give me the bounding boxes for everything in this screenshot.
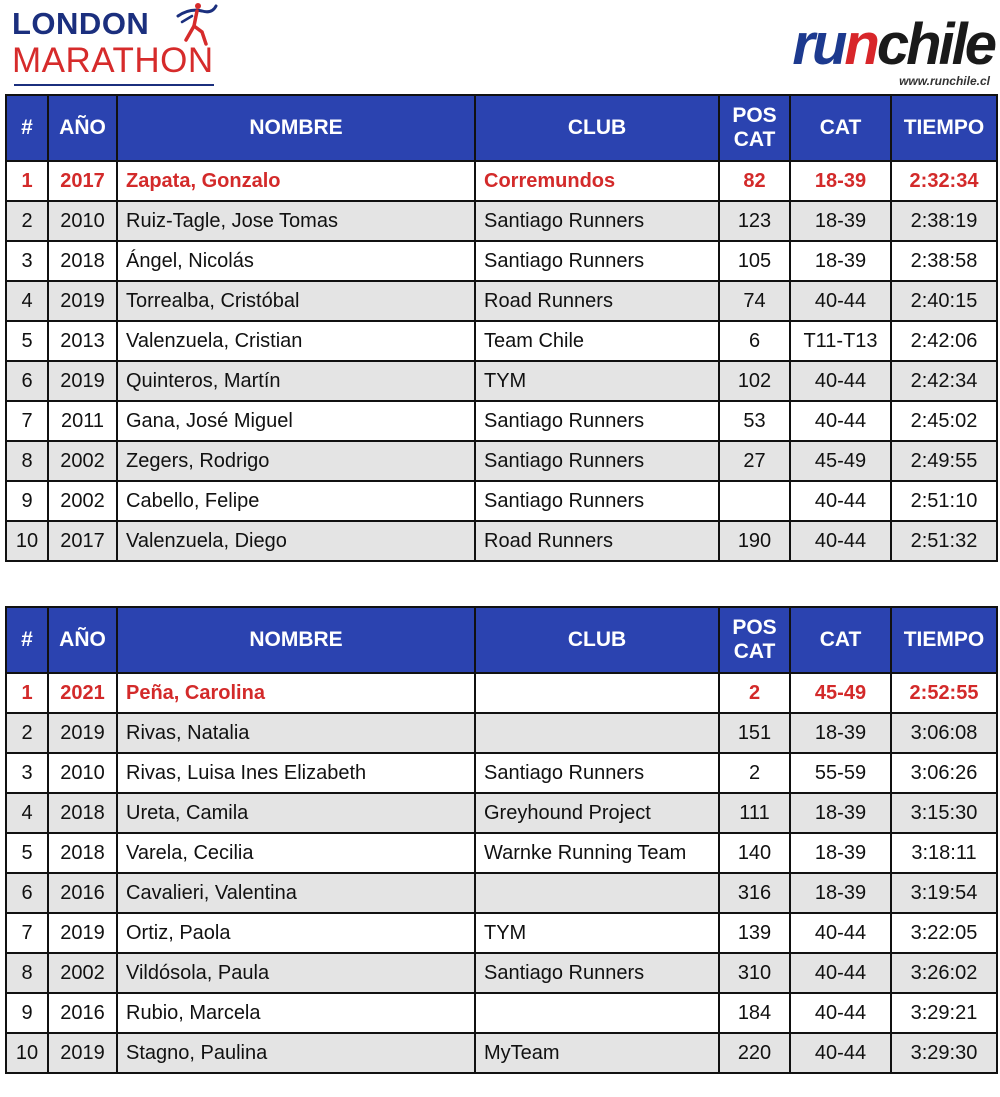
cell-time: 3:15:30 <box>891 793 997 833</box>
cell-name: Gana, José Miguel <box>117 401 475 441</box>
cell-time: 2:40:15 <box>891 281 997 321</box>
cell-club: Road Runners <box>475 521 719 561</box>
cell-pos-cat: 82 <box>719 161 790 201</box>
cell-position: 2 <box>6 201 48 241</box>
cell-category: 45-49 <box>790 441 891 481</box>
table-row <box>6 873 997 913</box>
table-row <box>6 481 997 521</box>
cell-position: 1 <box>6 161 48 201</box>
table-row <box>6 673 997 713</box>
cell-pos-cat: 105 <box>719 241 790 281</box>
cell-name: Torrealba, Cristóbal <box>117 281 475 321</box>
cell-name: Valenzuela, Cristian <box>117 321 475 361</box>
cell-year: 2018 <box>48 833 117 873</box>
col-header-name: NOMBRE <box>117 95 475 161</box>
cell-name: Ruiz-Tagle, Jose Tomas <box>117 201 475 241</box>
cell-year: 2018 <box>48 793 117 833</box>
cell-club <box>475 673 719 713</box>
cell-time: 2:38:58 <box>891 241 997 281</box>
table-row <box>6 953 997 993</box>
cell-position: 8 <box>6 953 48 993</box>
cell-category: 40-44 <box>790 281 891 321</box>
cell-time: 2:32:34 <box>891 161 997 201</box>
cell-category: 18-39 <box>790 241 891 281</box>
cell-pos-cat: 151 <box>719 713 790 753</box>
cell-club: Corremundos <box>475 161 719 201</box>
cell-pos-cat: 310 <box>719 953 790 993</box>
cell-name: Vildósola, Paula <box>117 953 475 993</box>
cell-name: Zegers, Rodrigo <box>117 441 475 481</box>
cell-position: 10 <box>6 521 48 561</box>
cell-year: 2013 <box>48 321 117 361</box>
table-row <box>6 1033 997 1073</box>
cell-name: Stagno, Paulina <box>117 1033 475 1073</box>
table-row <box>6 441 997 481</box>
cell-pos-cat: 6 <box>719 321 790 361</box>
cell-pos-cat: 123 <box>719 201 790 241</box>
cell-position: 10 <box>6 1033 48 1073</box>
table-row <box>6 521 997 561</box>
cell-time: 3:22:05 <box>891 913 997 953</box>
cell-pos-cat: 184 <box>719 993 790 1033</box>
cell-name: Cabello, Felipe <box>117 481 475 521</box>
col-header-club: CLUB <box>475 95 719 161</box>
cell-time: 3:29:30 <box>891 1033 997 1073</box>
cell-club: Santiago Runners <box>475 201 719 241</box>
cell-pos-cat: 27 <box>719 441 790 481</box>
cell-time: 2:51:32 <box>891 521 997 561</box>
cell-category: 40-44 <box>790 481 891 521</box>
cell-position: 4 <box>6 793 48 833</box>
cell-name: Ángel, Nicolás <box>117 241 475 281</box>
cell-club: Santiago Runners <box>475 441 719 481</box>
table-row <box>6 241 997 281</box>
table-row <box>6 401 997 441</box>
cell-time: 2:49:55 <box>891 441 997 481</box>
cell-pos-cat: 2 <box>719 673 790 713</box>
cell-category: 40-44 <box>790 953 891 993</box>
cell-club: MyTeam <box>475 1033 719 1073</box>
col-header-pos-cat: POS CAT <box>719 95 790 161</box>
results-table-women <box>5 606 998 1074</box>
wordmark-part-n: n <box>844 12 877 77</box>
cell-pos-cat: 139 <box>719 913 790 953</box>
page-header <box>0 0 1000 94</box>
table-row <box>6 993 997 1033</box>
cell-year: 2019 <box>48 281 117 321</box>
cell-position: 5 <box>6 321 48 361</box>
table-row <box>6 713 997 753</box>
cell-year: 2010 <box>48 753 117 793</box>
table-row <box>6 753 997 793</box>
cell-name: Varela, Cecilia <box>117 833 475 873</box>
cell-name: Ortiz, Paola <box>117 913 475 953</box>
cell-year: 2011 <box>48 401 117 441</box>
wordmark-part-chile: chile <box>876 12 994 77</box>
cell-year: 2017 <box>48 161 117 201</box>
cell-position: 3 <box>6 241 48 281</box>
cell-year: 2021 <box>48 673 117 713</box>
cell-year: 2019 <box>48 913 117 953</box>
cell-name: Rivas, Luisa Ines Elizabeth <box>117 753 475 793</box>
cell-name: Ureta, Camila <box>117 793 475 833</box>
cell-pos-cat <box>719 481 790 521</box>
cell-position: 9 <box>6 993 48 1033</box>
col-header-club: CLUB <box>475 607 719 673</box>
cell-name: Quinteros, Martín <box>117 361 475 401</box>
logo-line-marathon: MARATHON <box>12 41 214 80</box>
cell-category: 18-39 <box>790 793 891 833</box>
cell-club: Warnke Running Team <box>475 833 719 873</box>
cell-position: 5 <box>6 833 48 873</box>
cell-year: 2010 <box>48 201 117 241</box>
results-table-men <box>5 94 998 562</box>
cell-time: 2:42:34 <box>891 361 997 401</box>
table-row <box>6 161 997 201</box>
cell-club: Santiago Runners <box>475 753 719 793</box>
cell-position: 7 <box>6 401 48 441</box>
cell-category: 18-39 <box>790 201 891 241</box>
cell-year: 2002 <box>48 481 117 521</box>
cell-position: 2 <box>6 713 48 753</box>
col-header-name: NOMBRE <box>117 607 475 673</box>
runchile-logo <box>748 14 994 92</box>
cell-name: Zapata, Gonzalo <box>117 161 475 201</box>
cell-club: Team Chile <box>475 321 719 361</box>
cell-club: TYM <box>475 913 719 953</box>
cell-category: 55-59 <box>790 753 891 793</box>
cell-pos-cat: 74 <box>719 281 790 321</box>
cell-position: 9 <box>6 481 48 521</box>
logo-underline <box>14 84 214 86</box>
table-row <box>6 201 997 241</box>
cell-time: 3:06:08 <box>891 713 997 753</box>
col-header-time: TIEMPO <box>891 95 997 161</box>
cell-position: 4 <box>6 281 48 321</box>
cell-year: 2019 <box>48 361 117 401</box>
cell-time: 3:19:54 <box>891 873 997 913</box>
cell-club: Santiago Runners <box>475 481 719 521</box>
cell-time: 3:29:21 <box>891 993 997 1033</box>
wordmark-part-ru: ru <box>792 12 845 77</box>
cell-pos-cat: 2 <box>719 753 790 793</box>
cell-position: 8 <box>6 441 48 481</box>
cell-position: 3 <box>6 753 48 793</box>
col-header-position: # <box>6 607 48 673</box>
cell-year: 2016 <box>48 993 117 1033</box>
cell-time: 3:26:02 <box>891 953 997 993</box>
cell-category: 18-39 <box>790 833 891 873</box>
cell-time: 2:42:06 <box>891 321 997 361</box>
cell-position: 6 <box>6 873 48 913</box>
cell-category: 40-44 <box>790 913 891 953</box>
cell-time: 2:38:19 <box>891 201 997 241</box>
cell-club <box>475 873 719 913</box>
cell-category: 40-44 <box>790 993 891 1033</box>
cell-category: 18-39 <box>790 873 891 913</box>
cell-year: 2019 <box>48 1033 117 1073</box>
cell-club: Road Runners <box>475 281 719 321</box>
cell-club: Santiago Runners <box>475 241 719 281</box>
cell-club <box>475 713 719 753</box>
runchile-url: www.runchile.cl <box>899 74 990 88</box>
cell-category: 40-44 <box>790 521 891 561</box>
cell-time: 3:18:11 <box>891 833 997 873</box>
cell-year: 2016 <box>48 873 117 913</box>
table-header-row <box>6 95 997 161</box>
cell-club: Greyhound Project <box>475 793 719 833</box>
cell-name: Peña, Carolina <box>117 673 475 713</box>
cell-category: 40-44 <box>790 401 891 441</box>
col-header-year: AÑO <box>48 95 117 161</box>
cell-club <box>475 993 719 1033</box>
table-row <box>6 833 997 873</box>
cell-pos-cat: 140 <box>719 833 790 873</box>
logo-line-london: LONDON <box>12 6 150 41</box>
cell-pos-cat: 190 <box>719 521 790 561</box>
table-row <box>6 793 997 833</box>
cell-category: 40-44 <box>790 361 891 401</box>
cell-year: 2019 <box>48 713 117 753</box>
col-header-time: TIEMPO <box>891 607 997 673</box>
cell-name: Rubio, Marcela <box>117 993 475 1033</box>
runchile-wordmark <box>792 14 994 76</box>
cell-pos-cat: 220 <box>719 1033 790 1073</box>
cell-year: 2002 <box>48 953 117 993</box>
cell-year: 2002 <box>48 441 117 481</box>
cell-time: 2:45:02 <box>891 401 997 441</box>
col-header-category: CAT <box>790 607 891 673</box>
cell-year: 2017 <box>48 521 117 561</box>
cell-category: 18-39 <box>790 713 891 753</box>
cell-club: Santiago Runners <box>475 953 719 993</box>
cell-position: 6 <box>6 361 48 401</box>
cell-position: 7 <box>6 913 48 953</box>
cell-club: Santiago Runners <box>475 401 719 441</box>
table-row <box>6 913 997 953</box>
cell-pos-cat: 53 <box>719 401 790 441</box>
table-header-row <box>6 607 997 673</box>
table-row <box>6 281 997 321</box>
cell-name: Cavalieri, Valentina <box>117 873 475 913</box>
cell-pos-cat: 111 <box>719 793 790 833</box>
cell-club: TYM <box>475 361 719 401</box>
cell-category: 40-44 <box>790 1033 891 1073</box>
table-row <box>6 361 997 401</box>
cell-category: 45-49 <box>790 673 891 713</box>
cell-name: Rivas, Natalia <box>117 713 475 753</box>
cell-position: 1 <box>6 673 48 713</box>
table-row <box>6 321 997 361</box>
cell-time: 3:06:26 <box>891 753 997 793</box>
runner-figure-icon <box>172 2 218 46</box>
col-header-position: # <box>6 95 48 161</box>
col-header-category: CAT <box>790 95 891 161</box>
cell-year: 2018 <box>48 241 117 281</box>
cell-time: 2:51:10 <box>891 481 997 521</box>
cell-category: T11-T13 <box>790 321 891 361</box>
cell-name: Valenzuela, Diego <box>117 521 475 561</box>
cell-pos-cat: 102 <box>719 361 790 401</box>
cell-pos-cat: 316 <box>719 873 790 913</box>
cell-time: 2:52:55 <box>891 673 997 713</box>
cell-category: 18-39 <box>790 161 891 201</box>
col-header-pos-cat: POS CAT <box>719 607 790 673</box>
col-header-year: AÑO <box>48 607 117 673</box>
